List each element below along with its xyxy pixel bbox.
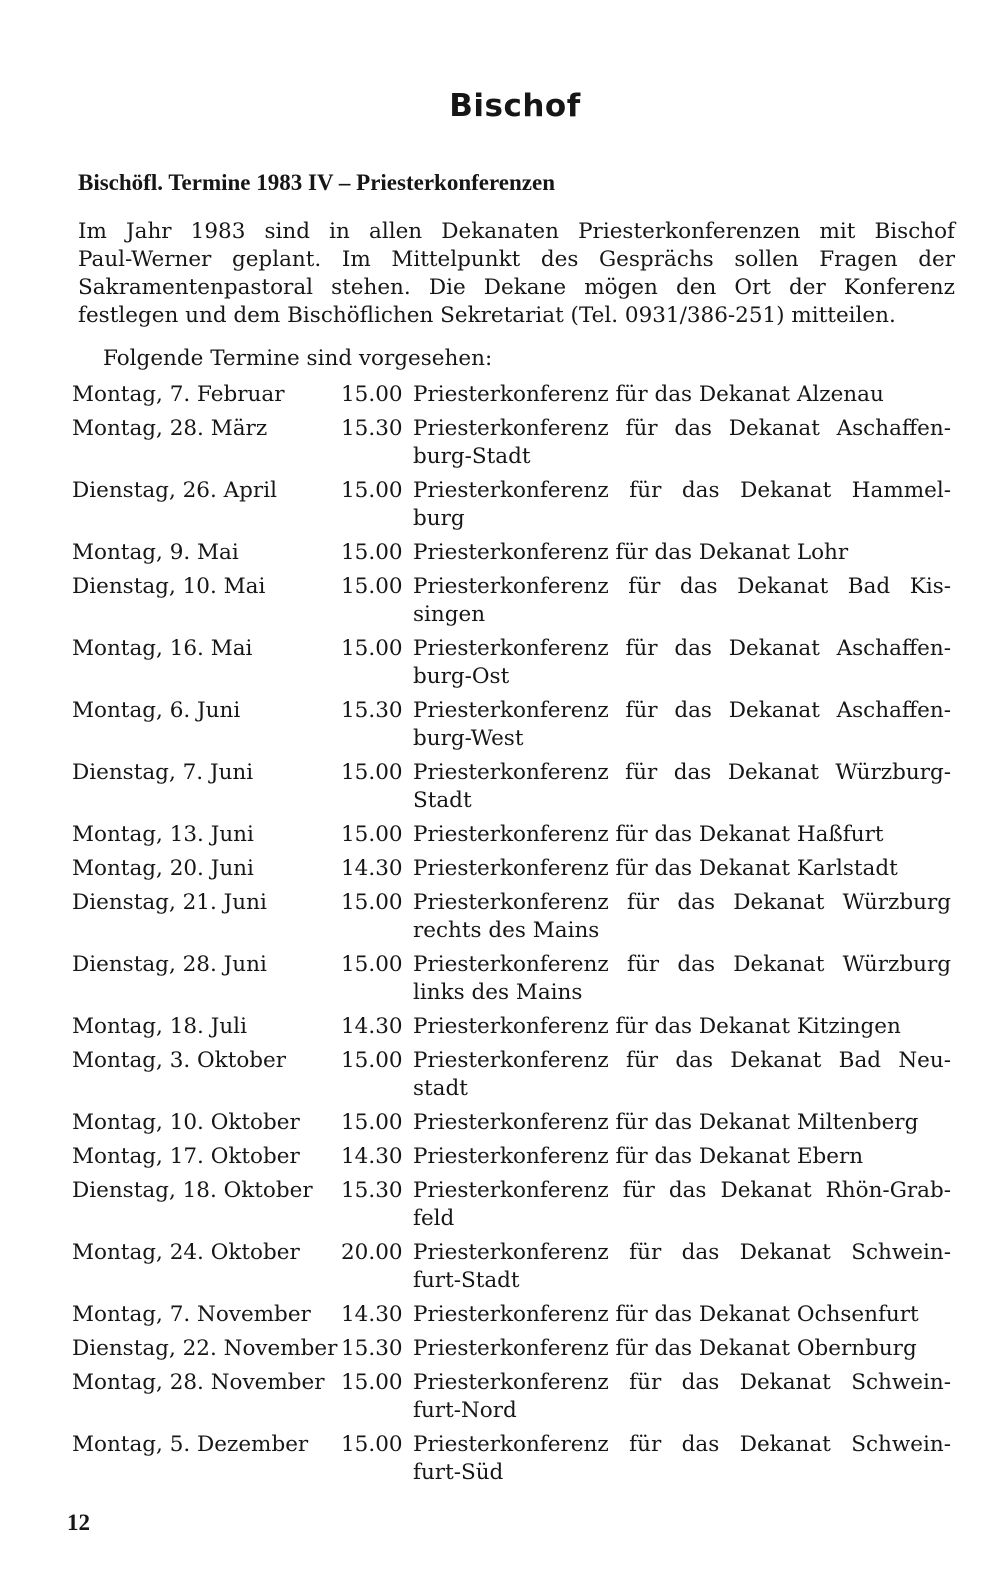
schedule-time: 20.00 xyxy=(341,1240,403,1265)
schedule-date: Dienstag, 21. Juni xyxy=(72,890,267,915)
schedule-description-line: Priesterkonferenz für das Dekanat Würzburg- xyxy=(413,760,951,785)
article-heading: Bischöfl. Termine 1983 IV – Priesterkonferenzen xyxy=(78,170,555,195)
paragraph-line: Paul-Werner geplant. Im Mittelpunkt des Gesprächs sollen Fragen der xyxy=(78,247,955,272)
schedule-date: Dienstag, 7. Juni xyxy=(72,760,254,785)
schedule-row xyxy=(0,1177,1000,1239)
schedule-row xyxy=(0,855,1000,889)
schedule-time: 15.00 xyxy=(341,1110,403,1135)
schedule-description xyxy=(413,1301,951,1329)
schedule-description-line: Stadt xyxy=(413,788,472,813)
schedule-row xyxy=(0,1301,1000,1335)
schedule-time: 15.00 xyxy=(341,1370,403,1395)
schedule-description-line: Priesterkonferenz für das Dekanat Aschaffen- xyxy=(413,636,951,661)
schedule-date: Montag, 7. November xyxy=(72,1302,311,1327)
schedule-description-line: furt-Nord xyxy=(413,1398,517,1423)
schedule-time: 15.00 xyxy=(341,574,403,599)
schedule-time: 14.30 xyxy=(341,1014,403,1039)
schedule-date: Dienstag, 10. Mai xyxy=(72,574,266,599)
schedule-description xyxy=(413,477,951,533)
schedule-description-line: Priesterkonferenz für das Dekanat Obernburg xyxy=(413,1336,917,1361)
schedule-description-line: Priesterkonferenz für das Dekanat Würzburg xyxy=(413,952,951,977)
schedule-row xyxy=(0,889,1000,951)
schedule-time: 15.00 xyxy=(341,1432,403,1457)
schedule-date: Montag, 7. Februar xyxy=(72,382,285,407)
schedule-row xyxy=(0,1335,1000,1369)
schedule-date: Montag, 10. Oktober xyxy=(72,1110,300,1135)
schedule-row xyxy=(0,381,1000,415)
schedule-date: Montag, 28. März xyxy=(72,416,268,441)
schedule-description xyxy=(413,1047,951,1103)
schedule-date: Montag, 20. Juni xyxy=(72,856,254,881)
schedule-description-line: Priesterkonferenz für das Dekanat Karlstadt xyxy=(413,856,898,881)
schedule-row xyxy=(0,635,1000,697)
schedule-description xyxy=(413,573,951,629)
schedule-list xyxy=(0,381,1000,1493)
schedule-description xyxy=(413,381,951,409)
schedule-description-line: Priesterkonferenz für das Dekanat Ebern xyxy=(413,1144,864,1169)
schedule-description xyxy=(413,821,951,849)
schedule-time: 15.30 xyxy=(341,698,403,723)
schedule-date: Montag, 13. Juni xyxy=(72,822,254,847)
schedule-date: Montag, 9. Mai xyxy=(72,540,239,565)
page-number: 12 xyxy=(67,1510,90,1535)
schedule-date: Montag, 16. Mai xyxy=(72,636,253,661)
schedule-date: Montag, 17. Oktober xyxy=(72,1144,300,1169)
schedule-description-line: Priesterkonferenz für das Dekanat Schwein- xyxy=(413,1432,951,1457)
schedule-description-line: Priesterkonferenz für das Dekanat Miltenberg xyxy=(413,1110,919,1135)
schedule-time: 15.30 xyxy=(341,416,403,441)
schedule-row xyxy=(0,1369,1000,1431)
schedule-date: Montag, 6. Juni xyxy=(72,698,241,723)
schedule-row xyxy=(0,1047,1000,1109)
schedule-description-line: burg xyxy=(413,506,465,531)
schedule-description-line: singen xyxy=(413,602,486,627)
schedule-time: 15.30 xyxy=(341,1336,403,1361)
schedule-description-line: burg-Ost xyxy=(413,664,510,689)
schedule-description xyxy=(413,1239,951,1295)
schedule-row xyxy=(0,951,1000,1013)
schedule-description-line: Priesterkonferenz für das Dekanat Aschaffen- xyxy=(413,416,951,441)
schedule-description xyxy=(413,889,951,945)
schedule-description xyxy=(413,855,951,883)
schedule-description xyxy=(413,759,951,815)
schedule-row xyxy=(0,1109,1000,1143)
schedule-description xyxy=(413,635,951,691)
schedule-date: Montag, 3. Oktober xyxy=(72,1048,287,1073)
schedule-description xyxy=(413,697,951,753)
schedule-description xyxy=(413,1431,951,1487)
schedule-time: 15.30 xyxy=(341,1178,403,1203)
schedule-time: 14.30 xyxy=(341,1144,403,1169)
schedule-description xyxy=(413,1369,951,1425)
schedule-description-line: Priesterkonferenz für das Dekanat Ochsenfurt xyxy=(413,1302,919,1327)
schedule-description-line: furt-Stadt xyxy=(413,1268,520,1293)
schedule-row xyxy=(0,573,1000,635)
schedule-description-line: stadt xyxy=(413,1076,468,1101)
schedule-time: 15.00 xyxy=(341,382,403,407)
schedule-description-line: burg-Stadt xyxy=(413,444,531,469)
paragraph-line: Sakramentenpastoral stehen. Die Dekane mögen den Ort der Konferenz xyxy=(78,275,955,300)
schedule-row xyxy=(0,759,1000,821)
schedule-row xyxy=(0,821,1000,855)
schedule-date: Montag, 24. Oktober xyxy=(72,1240,300,1265)
schedule-description-line: Priesterkonferenz für das Dekanat Hammel- xyxy=(413,478,951,503)
schedule-row xyxy=(0,415,1000,477)
schedule-description-line: Priesterkonferenz für das Dekanat Schwein- xyxy=(413,1240,951,1265)
schedule-description xyxy=(413,1109,951,1137)
schedule-description xyxy=(413,415,951,471)
schedule-description-line: Priesterkonferenz für das Dekanat Kitzingen xyxy=(413,1014,901,1039)
schedule-row xyxy=(0,1431,1000,1493)
schedule-description xyxy=(413,539,951,567)
schedule-description-line: Priesterkonferenz für das Dekanat Bad Neu- xyxy=(413,1048,951,1073)
schedule-time: 15.00 xyxy=(341,1048,403,1073)
schedule-description-line: feld xyxy=(413,1206,455,1231)
schedule-description-line: Priesterkonferenz für das Dekanat Schwein- xyxy=(413,1370,951,1395)
schedule-row xyxy=(0,539,1000,573)
schedule-date: Montag, 18. Juli xyxy=(72,1014,247,1039)
schedule-description-line: Priesterkonferenz für das Dekanat Aschaffen- xyxy=(413,698,951,723)
schedule-description xyxy=(413,951,951,1007)
schedule-time: 14.30 xyxy=(341,856,403,881)
article-paragraph xyxy=(78,218,955,330)
schedule-description-line: links des Mains xyxy=(413,980,583,1005)
schedule-description xyxy=(413,1177,951,1233)
schedule-description-line: Priesterkonferenz für das Dekanat Haßfurt xyxy=(413,822,884,847)
schedule-time: 14.30 xyxy=(341,1302,403,1327)
schedule-date: Montag, 28. November xyxy=(72,1370,325,1395)
schedule-row xyxy=(0,1013,1000,1047)
schedule-time: 15.00 xyxy=(341,478,403,503)
schedule-date: Dienstag, 18. Oktober xyxy=(72,1178,313,1203)
schedule-description-line: Priesterkonferenz für das Dekanat Bad Kis- xyxy=(413,574,951,599)
schedule-time: 15.00 xyxy=(341,890,403,915)
schedule-row xyxy=(0,477,1000,539)
schedule-time: 15.00 xyxy=(341,952,403,977)
schedule-description xyxy=(413,1013,951,1041)
schedule-description-line: furt-Süd xyxy=(413,1460,504,1485)
schedule-description xyxy=(413,1143,951,1171)
schedule-row xyxy=(0,697,1000,759)
schedule-date: Montag, 5. Dezember xyxy=(72,1432,309,1457)
schedule-description-line: Priesterkonferenz für das Dekanat Alzenau xyxy=(413,382,884,407)
schedule-row xyxy=(0,1239,1000,1301)
schedule-date: Dienstag, 28. Juni xyxy=(72,952,267,977)
schedule-time: 15.00 xyxy=(341,822,403,847)
schedule-description xyxy=(413,1335,951,1363)
schedule-description-line: Priesterkonferenz für das Dekanat Rhön-Grab- xyxy=(413,1178,951,1203)
paragraph-line: festlegen und dem Bischöflichen Sekretariat (Tel. 0931/386-251) mitteilen. xyxy=(78,303,896,328)
schedule-description-line: Priesterkonferenz für das Dekanat Lohr xyxy=(413,540,849,565)
schedule-date: Dienstag, 26. April xyxy=(72,478,277,503)
schedule-time: 15.00 xyxy=(341,760,403,785)
schedule-time: 15.00 xyxy=(341,540,403,565)
schedule-date: Dienstag, 22. November xyxy=(72,1336,338,1361)
schedule-description-line: rechts des Mains xyxy=(413,918,600,943)
paragraph-line: Im Jahr 1983 sind in allen Dekanaten Priesterkonferenzen mit Bischof xyxy=(78,219,955,244)
schedule-description-line: Priesterkonferenz für das Dekanat Würzburg xyxy=(413,890,951,915)
schedule-intro: Folgende Termine sind vorgesehen: xyxy=(103,346,493,371)
schedule-time: 15.00 xyxy=(341,636,403,661)
section-title: Bischof xyxy=(449,88,581,124)
schedule-description-line: burg-West xyxy=(413,726,524,751)
schedule-row xyxy=(0,1143,1000,1177)
